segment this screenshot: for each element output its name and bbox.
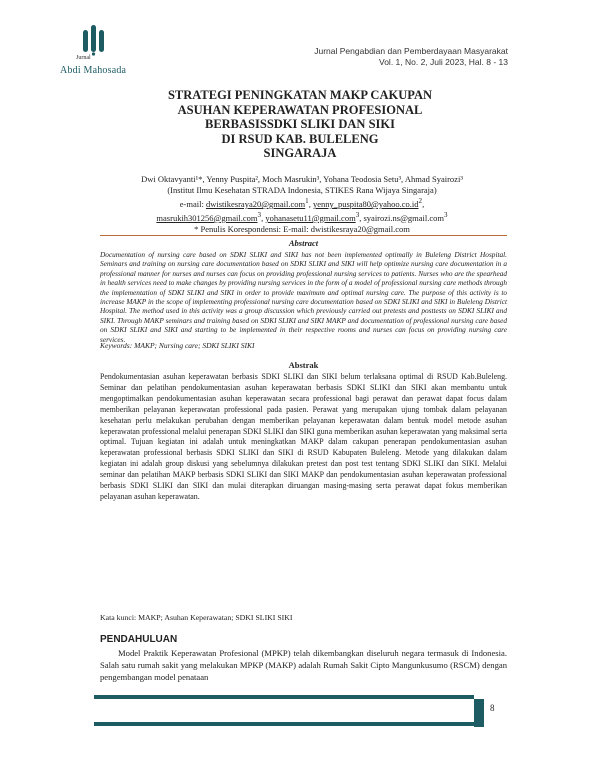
- corresponding-author: * Penulis Korespondensi: E-mail: dwistikesraya20@gmail.com: [194, 223, 410, 234]
- title-line-1: STRATEGI PENINGKATAN MAKP CAKUPAN: [167, 88, 432, 102]
- abstract-id-heading: Abstrak: [288, 360, 319, 370]
- paper-title: [100, 88, 500, 161]
- email-text: syairozi.ns@gmail.com: [363, 212, 445, 223]
- email-link[interactable]: masrukih301256@gmail.com: [156, 212, 258, 223]
- author-emails-line-2: masrukih301256@gmail.com$^3$, yohanasetu11@gmail.com$^3$, syairozi.ns@gmail.com$^3$: [156, 210, 448, 223]
- authors-block: [96, 174, 508, 235]
- footer-bar-top: [94, 695, 474, 699]
- journal-header: [314, 46, 508, 68]
- abstract-top-rule: [100, 235, 507, 236]
- journal-name: Jurnal Pengabdian dan Pemberdayaan Masyarakat: [314, 46, 508, 56]
- email-link[interactable]: yohanasetu11@gmail.com: [265, 212, 356, 223]
- title-line-2: ASUHAN KEPERAWATAN PROFESIONAL: [177, 102, 423, 117]
- title-line-5: SINGARAJA: [263, 146, 337, 160]
- logo-small-text: Jurnal: [76, 55, 91, 61]
- page-number: 8: [490, 703, 495, 713]
- abstract-en-body: Documentation of nursing care based on SDKI SLIKI and SIKI has not been implemented optimally in Buleleng District Hospital. Seminars and training on nursing care documentation based on SDKI SLIKI and SIKI will help optimize nursing care documentation in a professional manner for nurses and nurses can focus on providing professional nursing services to patients. Nurses who are the spearhead in health services need to make changes by providing nursing services in the form of a model of professional nursing care methods through the implementation of SDKI SLIKI and SIKI in order to provide maximum and optimal nursing care. The purpose of this activity is to increase MAKP in the scope of implementing professional nursing care documentation based on SDKI SLIKI and SIKI in Buleleng District Hospital. The method used in this activity was a group discussion which previously carried out pretests and posttests on SDKI SLIKI and SIKI. Through MAKP seminars and training based on SDKI SLIKI and SIKI MAKP and documentation of professional nursing care based on SDKI SLIKI and SIKI and starting to be implemented in their respective rooms and nurses can focus on providing nursing care services.: [100, 250, 507, 344]
- author-names: Dwi Oktavyanti¹*, Yenny Puspita², Moch Masrukin³, Yohana Teodosia Setu³, Ahmad Syairozi³: [141, 174, 463, 184]
- abstract-en: [100, 235, 507, 344]
- journal-issue: Vol. 1, No. 2, Juli 2023, Hal. 8 - 13: [379, 57, 508, 67]
- page-footer: [94, 695, 514, 727]
- keywords-en-values: MAKP; Nursing care; SDKI SLIKI SIKI: [134, 341, 255, 350]
- keywords-en: [100, 341, 254, 350]
- author-emails-line-1: e-mail: dwistikesraya20@gmail.com$^1$, $yenny\_puspita80@yahoo.co.id^2$,: [179, 197, 425, 209]
- abstract-en-heading: Abstract: [288, 238, 319, 248]
- journal-logo: [60, 22, 150, 82]
- abstract-id: [100, 360, 507, 503]
- email-label: e-mail:: [179, 198, 206, 209]
- logo-mark-icon: [80, 22, 110, 56]
- title-line-4: DI RSUD KAB. BULELENG: [221, 131, 379, 146]
- section-body: Model Praktik Keperawatan Profesional (MPKP) telah dikembangkan diseluruh negara termasuk di Indonesia. Salah satu rumah sakit yang melakukan MPKP (MAKP) adalah Rumah Sakit Cipto Mangunkusumo (RSCM) dengan pengembangan model penataan: [100, 648, 507, 682]
- section-heading: PENDAHULUAN: [100, 634, 178, 645]
- logo-name: Abdi Mahosada: [60, 65, 127, 76]
- keywords-en-label: Keywords:: [100, 341, 133, 350]
- author-affiliation: (Institut Ilmu Kesehatan STRADA Indonesia, STIKES Rana Wijaya Singaraja): [167, 185, 437, 195]
- footer-page-box: [474, 699, 484, 727]
- keywords-id: Kata kunci: MAKP; Asuhan Keperawatan; SDKI SLIKI SIKI: [100, 613, 293, 622]
- footer-bar-bottom: [94, 722, 474, 726]
- title-line-3: BERBASISSDKI SLIKI DAN SIKI: [204, 117, 395, 131]
- abstract-id-body: Pendokumentasian asuhan keperawatan berbasis SDKI SLIKI dan SIKI belum terlaksana optimal di RSUD Kab.Buleleng. Seminar dan pelatihan pendokumentasian asuhan keperawatan berbasis SDKI SLIKI dan SIKI akan membantu untuk mengoptimalkan pendokumentasian asuhan keperawatan secara professional bagi perawat dan perawat dapat focus dalam memberikan pelayanan keperawatan professional pada pasien. Perawat yang merupakan ujung tombak dalam pelayanan kesehatan perlu melakukan perubahan dengan memberikan pelayanan keperawatan dalam bentuk model metode asuhan keperawatan professional melalui penerapan SDKI SLIKI dan SIKI guna memberikan asuhan keperawatan yang maksimal serta optimal. Tujuan kegiatan ini adalah untuk meningkatkan MAKP dalam cakupan penerapan pendokumentasian asuhan keperawatan professional berbasis SDKI SLIKI dan SIKI di RSUD Kabupaten Buleleng. Metode yang dilakukan dalam kegiatan ini adalah group diskusi yang sebelumnya dilakukan pretest dan post test tentang SDKI SLIKI dan SIKI. Melalui seminar dan pelatihan MAKP berbasis SDKI SLIKI dan SIKI MAKP dan pendokumentasian asuhan keperawatan professional berbasis SDKI SLIKI dan SIKI dan mulai diterapkan diruangan masing-masing serta perawat dapat fokus memberikan pelayanan asuhan keperawatan.: [100, 372, 507, 501]
- email-link[interactable]: dwistikesraya20@gmail.com: [205, 198, 306, 209]
- email-link[interactable]: yenny_puspita80@yahoo.co.id: [312, 198, 419, 209]
